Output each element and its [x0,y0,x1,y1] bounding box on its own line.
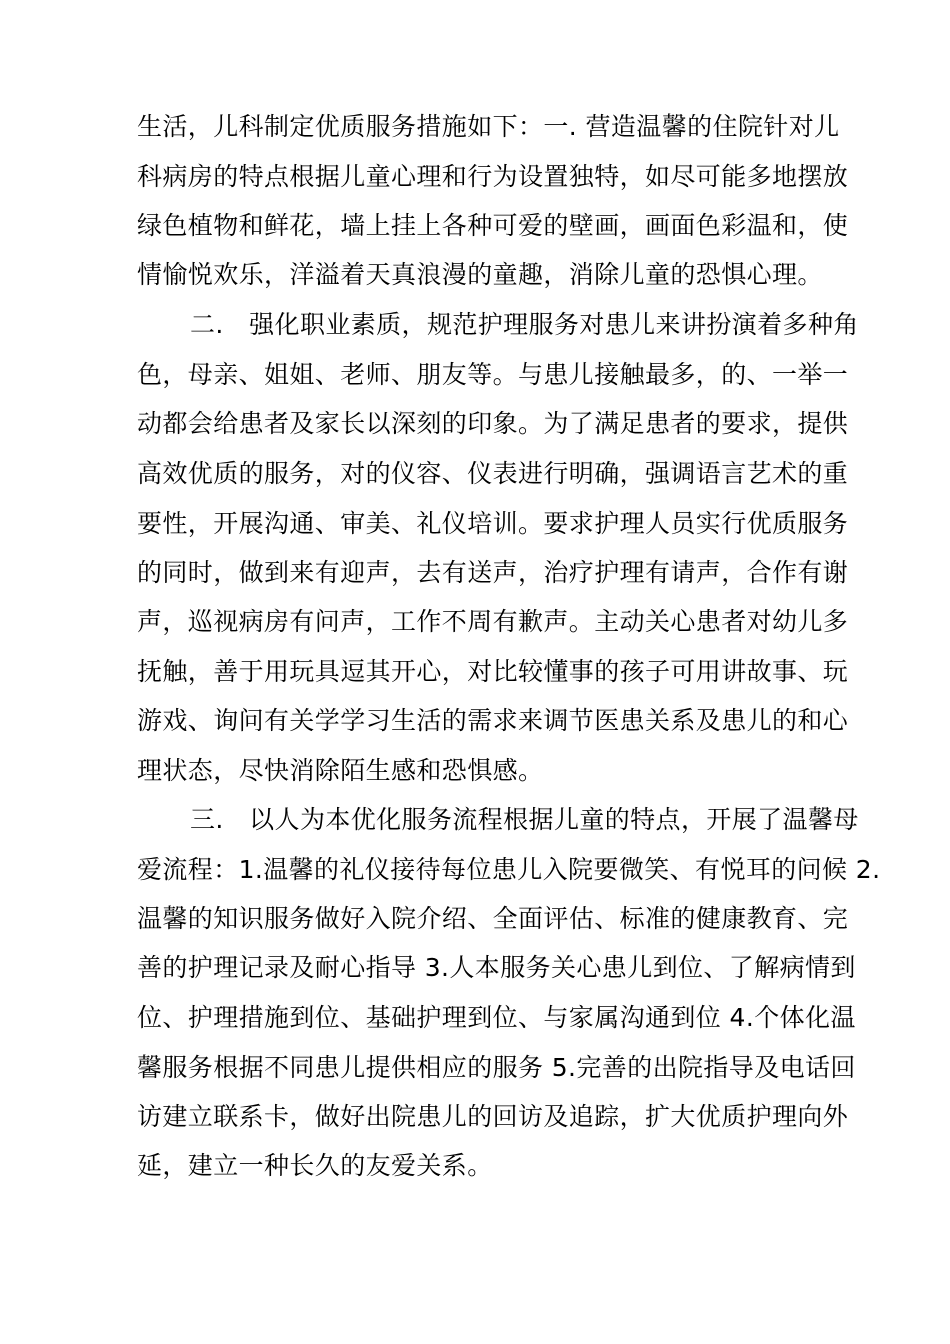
paragraph-3-line-3: 温馨的知识服务做好入院介绍、全面评估、标准的健康教育、完 [137,904,849,933]
paragraph-2-line-3: 动都会给患者及家长以深刻的印象。为了满足患者的要求，提供 [137,409,849,438]
paragraph-1-line-1: 生活，儿科制定优质服务措施如下：一. 营造温馨的住院针对儿 [137,112,840,141]
paragraph-1-line-2: 科病房的特点根据儿童心理和行为设置独特，如尽可能多地摆放 [137,162,849,191]
paragraph-1-line-4: 情愉悦欢乐，洋溢着天真浪漫的童趣，消除儿童的恐惧心理。 [137,260,823,289]
paragraph-3-line-5: 位、护理措施到位、基础护理到位、与家属沟通到位 4.个体化温 [137,1003,856,1032]
paragraph-3-line-2: 爱流程：1.温馨的礼仪接待每位患儿入院要微笑、有悦耳的问候 2. [137,855,881,884]
paragraph-2-line-2: 色，母亲、姐姐、老师、朋友等。与患儿接触最多，的、一举一 [137,360,849,389]
paragraph-2-line-8: 抚触，善于用玩具逗其开心，对比较懂事的孩子可用讲故事、玩 [137,657,849,686]
paragraph-3-line-7: 访建立联系卡，做好出院患儿的回访及追踪，扩大优质护理向外 [137,1102,849,1131]
paragraph-2-line-6: 的同时，做到来有迎声，去有送声，治疗护理有请声，合作有谢 [137,558,849,587]
paragraph-1-line-3: 绿色植物和鲜花，墙上挂上各种可爱的壁画，画面色彩温和，使 [137,211,849,240]
paragraph-2-line-10: 理状态，尽快消除陌生感和恐惧感。 [137,756,544,785]
paragraph-3-line-4: 善的护理记录及耐心指导 3.人本服务关心患儿到位、了解病情到 [137,953,856,982]
paragraph-3-line-6: 馨服务根据不同患儿提供相应的服务 5.完善的出院指导及电话回 [137,1053,856,1082]
paragraph-2-line-5: 要性，开展沟通、审美、礼仪培训。要求护理人员实行优质服务 [137,509,849,538]
paragraph-3-line-1: 三. 以人为本优化服务流程根据儿童的特点，开展了温馨母 [190,805,859,834]
paragraph-3-line-8: 延，建立一种长久的友爱关系。 [137,1151,493,1180]
paragraph-2-line-1: 二. 强化职业素质，规范护理服务对患儿来讲扮演着多种角 [190,310,859,339]
paragraph-2-line-9: 游戏、询问有关学学习生活的需求来调节医患关系及患儿的和心 [137,706,849,735]
paragraph-2-line-7: 声，巡视病房有问声，工作不周有歉声。主动关心患者对幼儿多 [137,607,849,636]
paragraph-2-line-4: 高效优质的服务，对的仪容、仪表进行明确，强调语言艺术的重 [137,459,849,488]
